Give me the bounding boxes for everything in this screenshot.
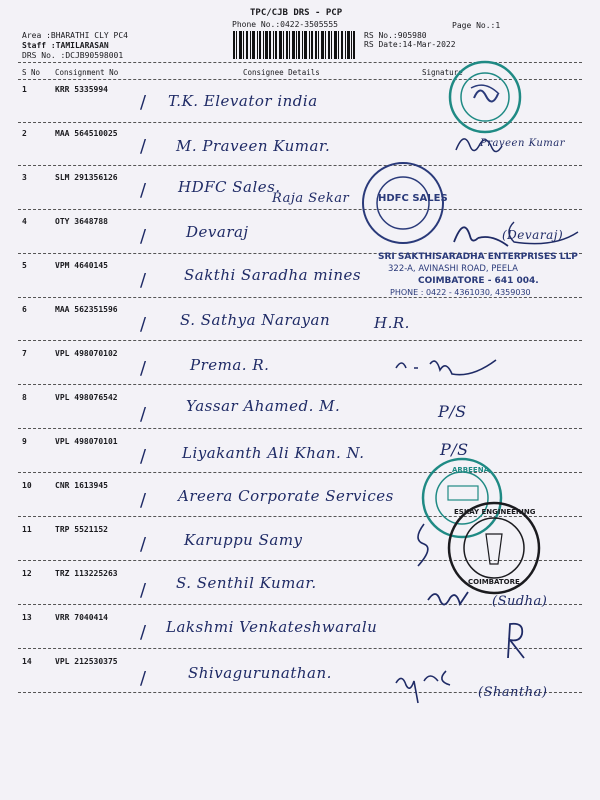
consignment-number: TRZ 113225263 [55,569,118,578]
tick-mark: / [140,180,147,201]
col-signature: Signature [422,68,463,77]
consignment-number: SLM 291356126 [55,173,118,182]
row-rule [18,384,582,385]
consignee-name: M. Praveen Kumar. [176,137,331,155]
signature-text: H.R. [374,314,410,332]
consignment-number: MAA 564510025 [55,129,118,138]
row-number: 8 [22,393,27,402]
consignment-number: VRR 7040414 [55,613,108,622]
consignment-number: VPL 498070101 [55,437,118,446]
consignee-name: T.K. Elevator india [168,92,318,110]
row-number: 11 [22,525,32,534]
tick-mark: / [140,622,147,643]
row-number: 13 [22,613,32,622]
tick-mark: / [140,92,147,113]
consignee-name: Lakshmi Venkateshwaralu [166,618,378,636]
consignee-name: Yassar Ahamed. M. [186,397,341,415]
tick-mark: / [140,580,147,601]
page-number: Page No.:1 [452,21,501,30]
consignee-name: Prema. R. [190,356,270,374]
signature-text: P/S [440,440,469,459]
barcode [233,31,355,59]
row-number: 12 [22,569,32,578]
signature-text: P/S [438,402,467,421]
consignee-note: Raja Sekar [272,191,350,206]
consignment-number: VPL 212530375 [55,657,118,666]
signature-text: (Shantha) [478,685,548,700]
signature-text: Praveen Kumar [480,138,565,149]
drs-number: DRS No. :DCJB90598001 [22,51,124,60]
signature-text: (Devaraj) [502,228,564,242]
company-stamp [446,58,524,136]
consignee-name: Devaraj [186,223,249,241]
rs-number: RS No.:905980 [364,31,427,40]
tick-mark: / [140,358,147,379]
phone-number: Phone No.:0422-3505555 [232,20,338,29]
row-rule [18,428,582,429]
col-consignee: Consignee Details [243,68,320,77]
row-rule [18,340,582,341]
arbeena-stamp-text: ARBEENA [452,466,489,474]
tick-mark: / [140,446,147,467]
consignee-name: Shivagurunathan. [188,664,332,682]
tick-mark: / [140,534,147,555]
row-number: 6 [22,305,27,314]
consignee-name: Karuppu Samy [184,531,303,549]
row-rule [18,297,582,298]
tick-mark: / [140,490,147,511]
staff-label: Staff :TAMILARASAN [22,41,109,50]
tick-mark: / [140,404,147,425]
col-sno: S No [22,68,41,77]
row-number: 5 [22,261,27,270]
col-consignment: Consignment No [55,68,119,77]
consignment-number: VPL 498076542 [55,393,118,402]
consignment-number: OTY 3648788 [55,217,108,226]
signature-mark [392,350,502,384]
signature-mark [424,584,494,614]
tick-mark: / [140,136,147,157]
row-number: 3 [22,173,27,182]
rs-date: RS Date:14-Mar-2022 [364,40,456,49]
consignment-number: TRP 5521152 [55,525,108,534]
consignment-number: CNR 1613945 [55,481,108,490]
row-rule [18,209,582,210]
sakthi-stamp-line1: SRI SAKTHISARADHA ENTERPRISES LLP [378,252,578,262]
consignment-number: MAA 562351596 [55,305,118,314]
sheet-title: TPC/CJB DRS - PCP [250,8,343,18]
tick-mark: / [140,314,147,335]
consignee-name: HDFC Sales. [178,178,281,196]
consignee-name: Areera Corporate Services [178,487,394,505]
consignment-number: KRR 5335994 [55,85,108,94]
row-number: 14 [22,657,32,666]
eskay-stamp-text: ESKAY ENGINEERING [454,508,536,516]
tick-mark: / [140,270,147,291]
area-label: Area :BHARATHI CLY PC4 [22,31,128,40]
signature-mark [404,520,444,570]
hdfc-stamp-text: HDFC SALES [378,193,448,204]
consignment-number: VPL 498070102 [55,349,118,358]
consignee-name: Liyakanth Ali Khan. N. [182,444,365,462]
signature-mark [390,655,480,705]
row-number: 1 [22,85,27,94]
row-number: 7 [22,349,27,358]
consignment-number: VPM 4640145 [55,261,108,270]
signature-text: (Sudha) [492,594,548,609]
signature-mark [498,618,534,664]
sakthi-stamp-line3: COIMBATORE - 641 004. [418,276,539,286]
tick-mark: / [140,226,147,247]
eskay-stamp-city: COIMBATORE [468,578,520,586]
row-number: 10 [22,481,32,490]
consignee-name: S. Sathya Narayan [180,311,331,329]
row-number: 2 [22,129,27,138]
consignee-name: Sakthi Saradha mines [184,266,362,284]
tick-mark: / [140,668,147,689]
row-number: 9 [22,437,27,446]
consignee-name: S. Senthil Kumar. [176,574,317,592]
sakthi-stamp-line2: 322-A, AVINASHI ROAD, PEELA [388,264,518,274]
sakthi-stamp-line4: PHONE : 0422 - 4361030, 4359030 [390,288,531,297]
row-number: 4 [22,217,27,226]
